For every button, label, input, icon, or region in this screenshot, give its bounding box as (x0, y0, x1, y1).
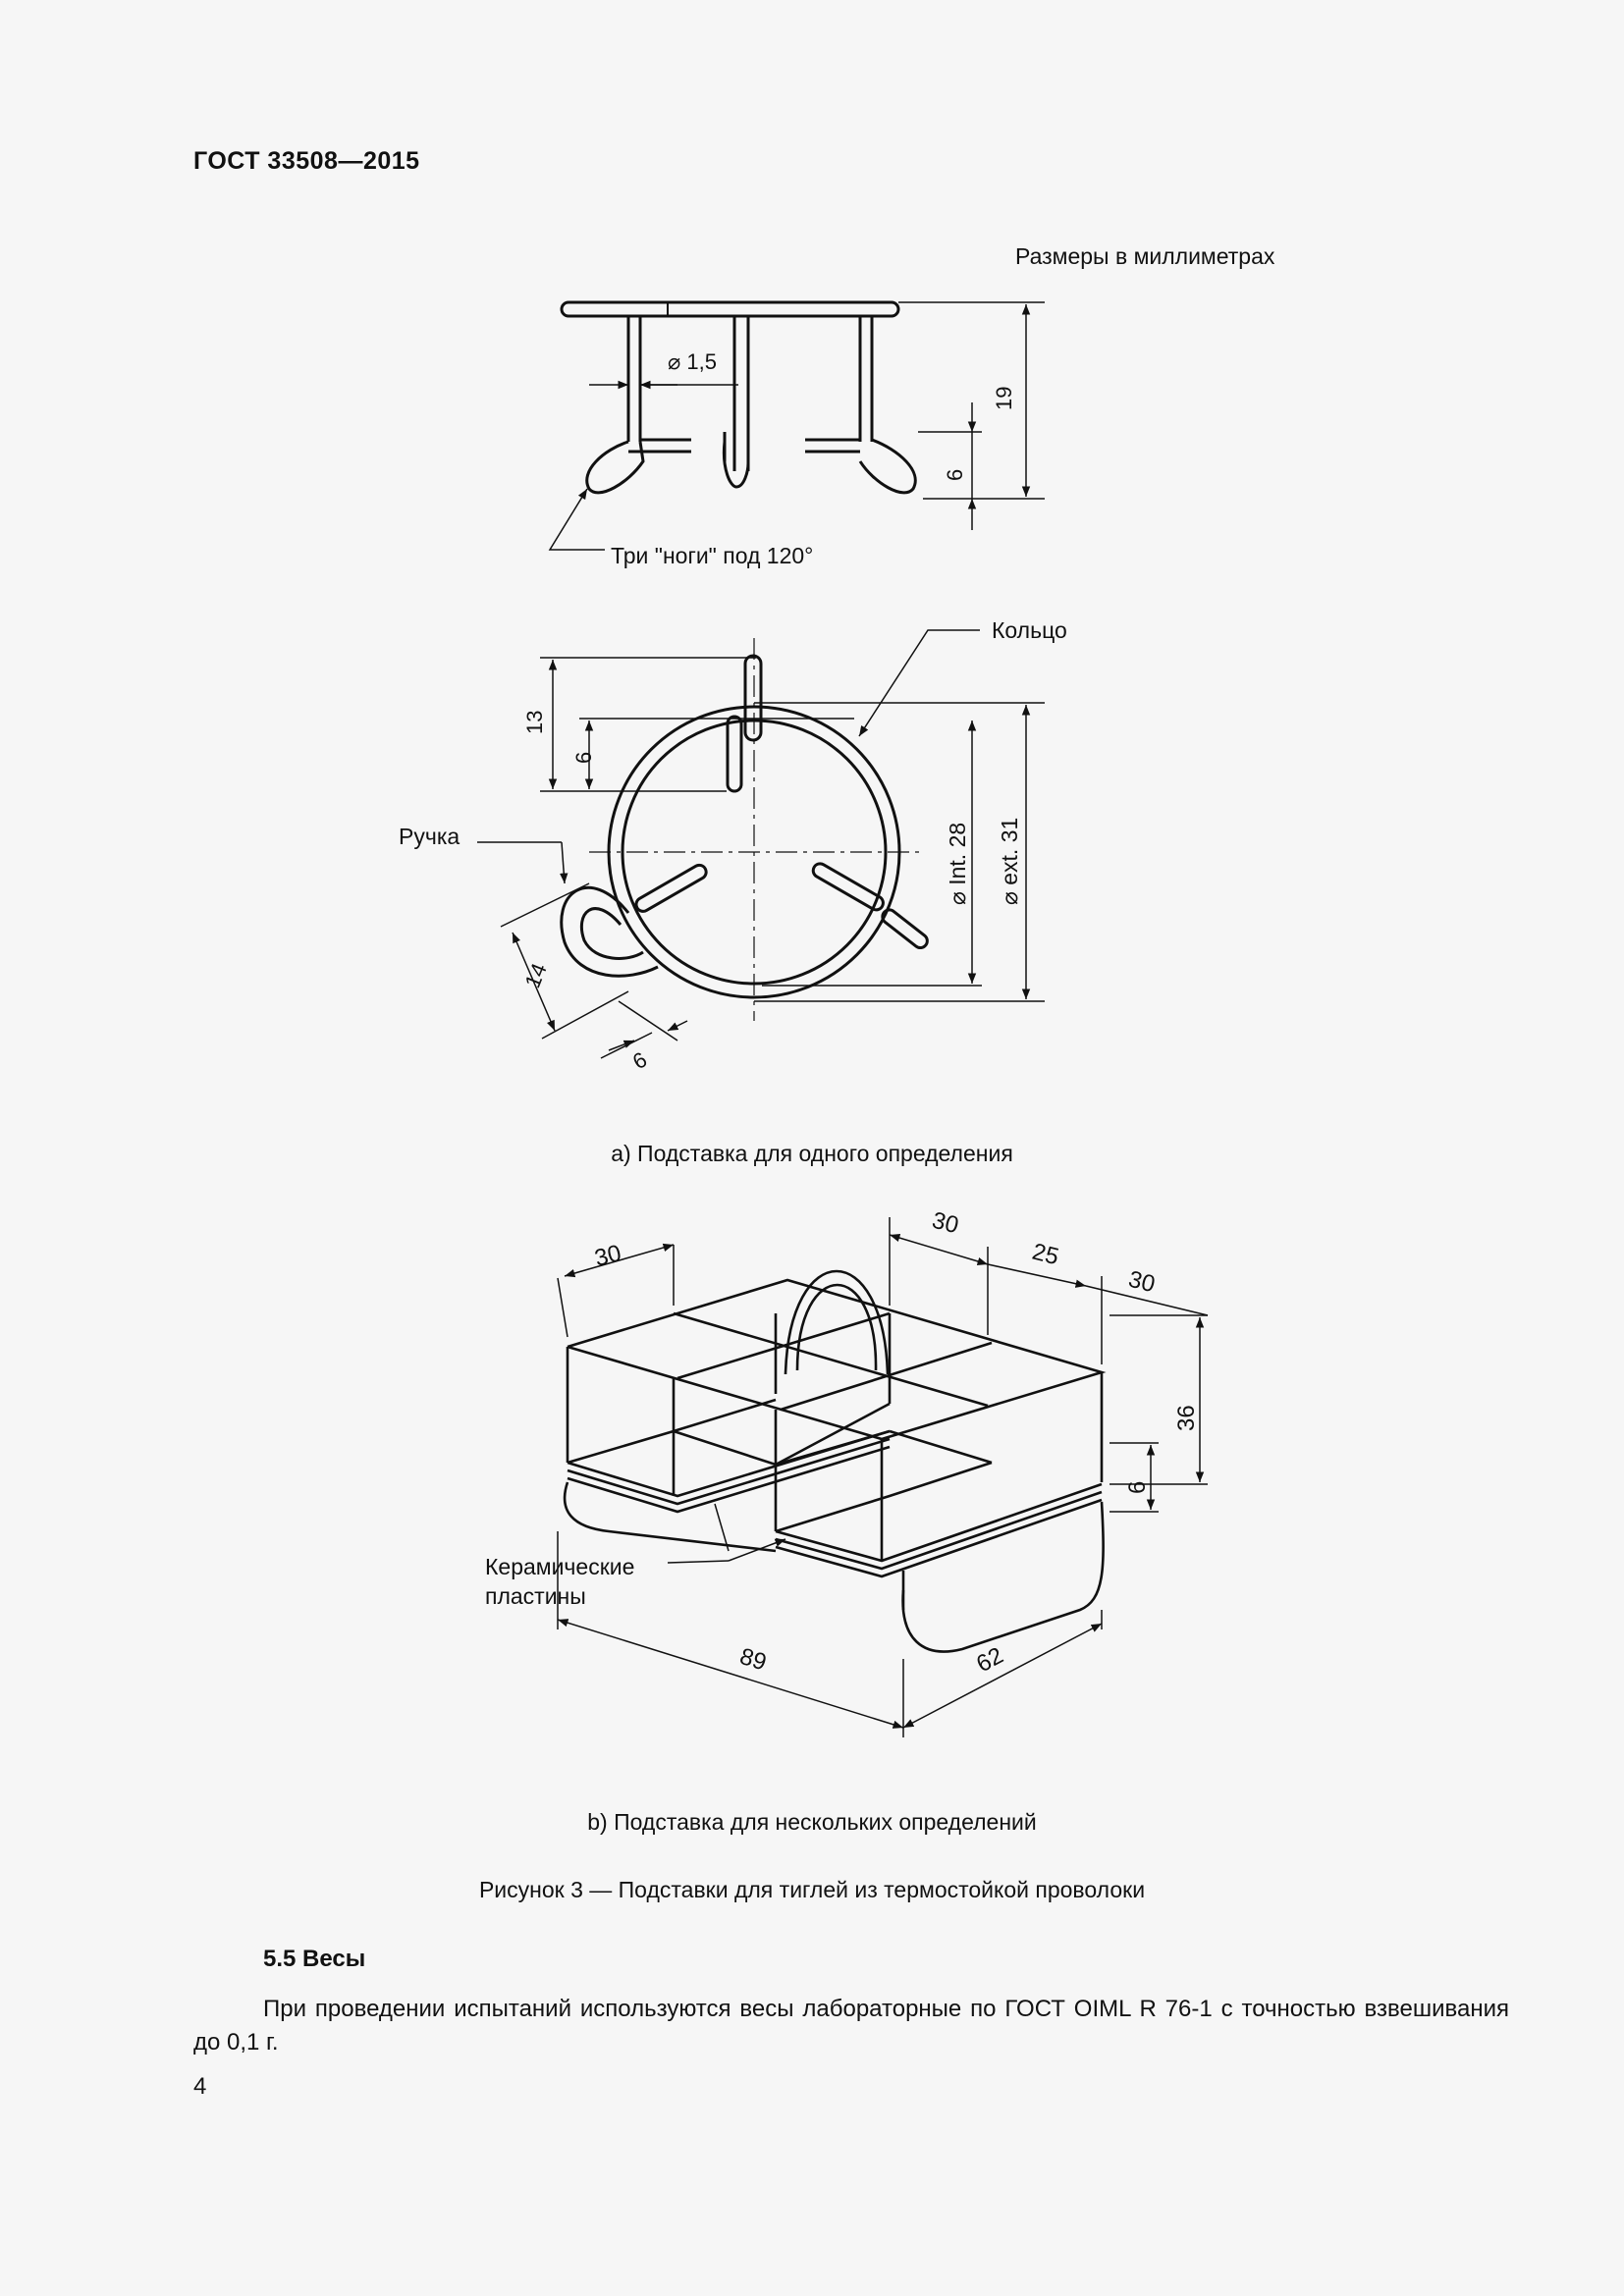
handle-label: Ручка (399, 824, 460, 849)
diameter-label: ⌀ 1,5 (668, 349, 717, 374)
stand-side-view (562, 302, 915, 493)
section-title: 5.5 Весы (263, 1946, 366, 1972)
top-view-centerlines (589, 638, 921, 1021)
paragraph-text: При проведении испытаний используются весы лабораторные по ГОСТ OIML R 76-1 с точностью взвешивания до 0,1 г. (193, 1996, 1509, 2056)
dim-6: 6 (1124, 1480, 1151, 1494)
height-6-label: 6 (943, 468, 967, 481)
dim-62: 62 (972, 1641, 1008, 1679)
legs-label: Три "ноги" под 120° (611, 543, 814, 568)
dimensions-note: Размеры в миллиметрах (1015, 243, 1275, 269)
ring-label: Кольцо (992, 617, 1067, 643)
side-view-dimensions (550, 302, 1045, 550)
dim-30-right: 30 (1125, 1265, 1158, 1299)
top-6-label: 6 (571, 751, 596, 764)
handle-6-label: 6 (628, 1046, 652, 1075)
figure-caption: Рисунок 3 — Подставки для тиглей из термостойкой проволоки (478, 1877, 1146, 1902)
d-ext-label: ⌀ ext. 31 (997, 817, 1022, 905)
stand-top-view (562, 656, 930, 997)
ceramic-label (485, 1554, 641, 1609)
top-13-label: 13 (522, 710, 547, 734)
dim-25: 25 (1029, 1238, 1061, 1271)
dim-36: 36 (1173, 1405, 1200, 1431)
section-paragraph (193, 1993, 1509, 2059)
handle-14-label: 14 (519, 959, 552, 991)
ceramic-label-line-2: пластины (485, 1583, 586, 1609)
dim-30-left: 30 (591, 1240, 624, 1272)
d-int-label: ⌀ Int. 28 (945, 822, 970, 905)
ceramic-label-text: Керамические (485, 1554, 635, 1579)
document-header: ГОСТ 33508—2015 (193, 147, 420, 175)
multi-stand-drawing (565, 1271, 1104, 1652)
dim-30-top: 30 (929, 1206, 961, 1240)
height-19-label: 19 (992, 386, 1016, 410)
caption-b: b) Подставка для нескольких определений (587, 1809, 1037, 1835)
dim-89: 89 (736, 1642, 770, 1677)
page-number: 4 (193, 2073, 207, 2100)
caption-a: a) Подставка для одного определения (611, 1141, 1013, 1166)
